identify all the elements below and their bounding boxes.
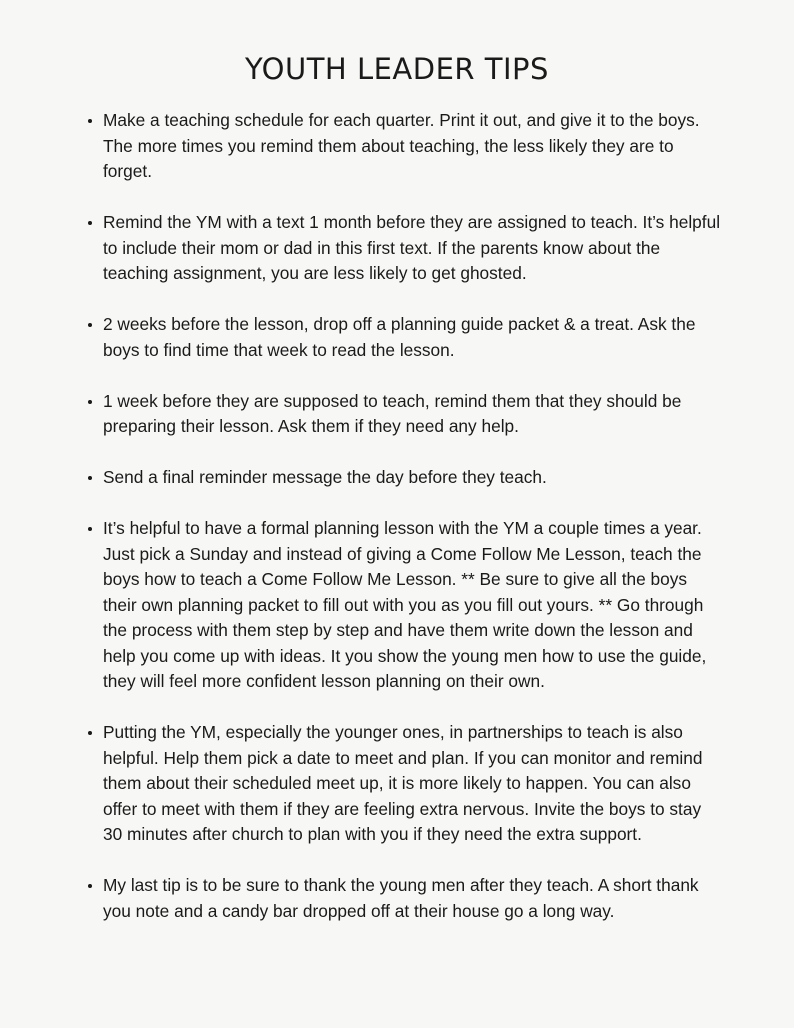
list-item: Remind the YM with a text 1 month before they are assigned to teach. It’s helpful to include their mom or dad in this first text. If the parents know about the teaching assignment, you are less likely to get ghosted. bbox=[84, 210, 724, 287]
list-item: 2 weeks before the lesson, drop off a planning guide packet & a treat. Ask the boys to find time that week to read the lesson. bbox=[84, 312, 724, 363]
page-title: YOUTH LEADER TIPS bbox=[245, 52, 549, 86]
list-item: Make a teaching schedule for each quarter. Print it out, and give it to the boys. The more times you remind them about teaching, the less likely they are to forget. bbox=[84, 108, 724, 185]
tips-list bbox=[84, 108, 724, 950]
list-item: It’s helpful to have a formal planning lesson with the YM a couple times a year. Just pick a Sunday and instead of giving a Come Follow Me Lesson, teach the boys how to teach a Come Follow Me Lesson. ** Be sure to give all the boys their own planning packet to fill out with you as you fill out yours. ** Go through the process with them step by step and have them write down the lesson and help you come up with ideas. It you show the young men how to use the guide, they will feel more confident lesson planning on their own. bbox=[84, 516, 724, 695]
list-item: Putting the YM, especially the younger ones, in partnerships to teach is also helpful. Help them pick a date to meet and plan. If you can monitor and remind them about their scheduled meet up, it is more likely to happen. You can also offer to meet with them if they are feeling extra nervous. Invite the boys to stay 30 minutes after church to plan with you if they need the extra support. bbox=[84, 720, 724, 848]
list-item: My last tip is to be sure to thank the young men after they teach. A short thank you note and a candy bar dropped off at their house go a long way. bbox=[84, 873, 724, 924]
list-item: Send a final reminder message the day before they teach. bbox=[84, 465, 724, 491]
list-item: 1 week before they are supposed to teach, remind them that they should be preparing their lesson. Ask them if they need any help. bbox=[84, 389, 724, 440]
